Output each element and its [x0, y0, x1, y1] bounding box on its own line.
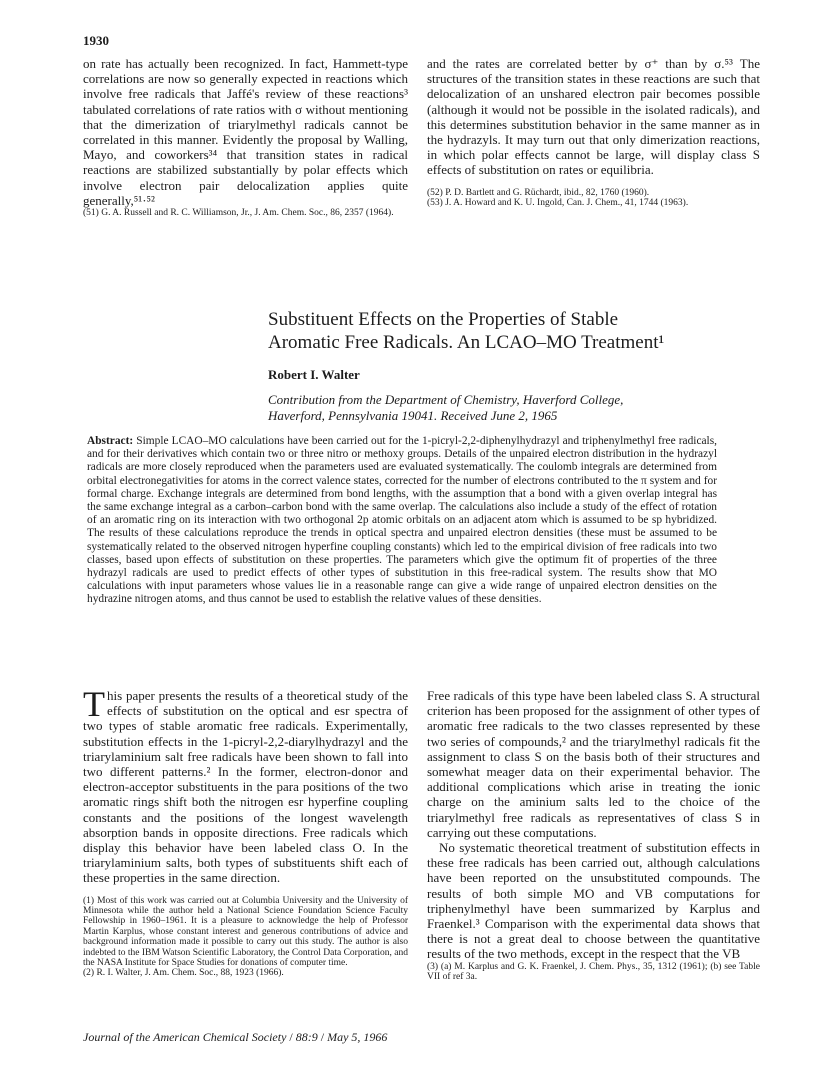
bottom-left-column: [83, 684, 408, 979]
footnote-3: (3) (a) M. Karplus and G. K. Fraenkel, J. Chem. Phys., 35, 1312 (1961); (b) see Table VII of ref 3a.: [427, 961, 760, 983]
page-number: 1930: [83, 33, 109, 48]
title-line-1: Substituent Effects on the Properties of Stable: [268, 309, 619, 330]
intro-paragraph: [83, 684, 408, 886]
journal-volume: 88:9: [295, 1030, 318, 1044]
body-paragraph-2: No systematic theoretical treatment of substitution effects in these free radicals has been carried out, although calculations have been reported on the unsubstituted compounds. The results of both simple MO and VB computations for triphenylmethyl have been summarized by Karplus and Fraenkel.³ Comparison with the experimental data shows that there is not a great deal to choose between the quantitative results of the two methods, except in the respect that the VB: [427, 840, 760, 962]
footnote-52: (52) P. D. Bartlett and G. Rüchardt, ibid., 82, 1760 (1960).: [427, 187, 650, 198]
author-name: Robert I. Walter: [268, 367, 360, 382]
top-right-footnotes: [427, 188, 760, 209]
affiliation: [268, 392, 738, 423]
abstract-text: Simple LCAO–MO calculations have been carried out for the 1-picryl-2,2-diphenylhydrazyl and triphenylmethyl free radicals, and for their derivatives which contain two or three nitro or methoxy groups. Details of the unpaired electron distribution in the hydrazyl radicals are more closely reproduced when the parameters used are evaluated systematically. The coulomb integrals are determined from orbital electronegativities for atoms in the correct valence states, corrected for the number of electrons contributed to the π system and for formal charge. Exchange integrals are determined from bond lengths, with the assumption that a bond with a given overlap integral has the same exchange integral as a carbon–carbon bond with the same overlap. The calculations also include a study of the effect of rotation of an aromatic ring on its interaction with two orthogonal 2p atomic orbitals on an adjacent atom which is assumed to be sp hybridized. The results of these calculations reproduce the trends in optical spectra and unpaired electron densities (these must be assumed to be systematically related to the observed nitrogen hyperfine coupling constants) which led to the empirical division of free radicals into two classes, based upon effects of substitution on these properties. The parameters which give the optimum fit of properties of the three hydrazyl radicals are used to predict effects of other types of substitution in this free-radical system. The results show that MO calculations with input parameters whose values lie in a reasonable range can give a wide range of unpaired electron densities on the hydrazine nitrogen atoms, and thus cannot be used to establish the relative values of these densities.: [87, 435, 717, 606]
footnote-53: (53) J. A. Howard and K. U. Ingold, Can. J. Chem., 41, 1744 (1963).: [427, 198, 689, 209]
affiliation-line-1: Contribution from the Department of Chemistry, Haverford College,: [268, 392, 624, 407]
bottom-right-column: [427, 688, 760, 982]
abstract-label: Abstract:: [87, 435, 134, 447]
separator: /: [289, 1030, 293, 1044]
top-right-text: and the rates are correlated better by σ⁺ than by σ.⁵³ The structures of the transition states in these reactions are such that delocalization of an unshared electron pair becomes possible (although it would not be possible in the isolated radicals), and this determines substitution behavior in the same manner as in the hydrazyls. It may turn out that only dimerization reactions, in which polar effects cannot be large, will display class S effects of substitution on rates or equilibria.: [427, 56, 760, 178]
intro-text: his paper presents the results of a theoretical study of the effects of substitution on the optical and esr spectra of two types of stable aromatic free radicals. Experimentally, substitution effects in the 1-picryl-2,2-diarylhydrazyl and the triarylaminium salt free radicals have been shown to fall into two different patterns.² In the former, electron-donor and electron-acceptor substituents in the para positions of the two aromatic rings shift both the nitrogen esr hyperfine coupling constants and the positions of the longest wavelength absorption bands in opposite directions. Free radicals which display this behavior have been labeled class O. In the triarylaminium salts, both types of substituents shift each of these properties in the same direction.: [83, 688, 408, 886]
body-paragraph-1: Free radicals of this type have been labeled class S. A structural criterion has been proposed for the assignment of other types of aromatic free radicals to the two classes represented by these two series of compounds,² and the triarylmethyl radicals fit the assignment to class S on the basis both of their structures and somewhat meager data on their experimental behavior. The additional complications which arise in treating the ionic charge on the aminium salts led to the choice of the triarylmethyl free radicals as representatives of class S in carrying out these computations.: [427, 688, 760, 840]
abstract: [87, 435, 717, 607]
footnote-51: (51) G. A. Russell and R. C. Williamson, Jr., J. Am. Chem. Soc., 86, 2357 (1964).: [83, 208, 394, 219]
drop-cap: T: [83, 684, 105, 724]
journal-date: May 5, 1966: [327, 1030, 388, 1044]
affiliation-line-2: Haverford, Pennsylvania 19041. Received June 2, 1965: [268, 407, 558, 423]
article-title: [268, 308, 748, 354]
separator: /: [320, 1030, 325, 1044]
journal-name: Journal of the American Chemical Society: [83, 1030, 287, 1044]
title-line-2: Aromatic Free Radicals. An LCAO–MO Treatment¹: [268, 332, 665, 353]
bottom-left-footnotes: [83, 896, 408, 979]
journal-footer: [83, 1030, 387, 1045]
top-left-text: on rate has actually been recognized. In fact, Hammett-type correlations are now so generally expected in reactions which involve free radicals that Jaffé's review of these reactions³ tabulated correlations of rate ratios with σ without mentioning that the dimerization of triarylmethyl radicals cannot be correlated in this manner. Evidently the proposal by Walling, Mayo, and coworkers³⁴ that transition states in radical reactions are stabilized substantially by polar effects which involve electron pair delocalization applies quite generally,⁵¹·⁵²: [83, 56, 408, 208]
footnote-1: (1) Most of this work was carried out at Columbia University and the University of Minnesota while the author held a National Science Foundation Science Faculty Fellowship in 1960–1961. It is a pleasure to acknowledge the help of Professor Martin Karplus, whose constant interest and generous contributions of advice and background information made it possible to carry out this study. The author is also indebted to the IBM Watson Scientific Laboratory, the Control Data Corporation, and the NASA Institute for Space Studies for donations of computer time.: [83, 895, 408, 969]
top-right-column: [427, 56, 760, 208]
top-left-column: [83, 56, 408, 218]
footnote-2: (2) R. I. Walter, J. Am. Chem. Soc., 88, 1923 (1966).: [83, 968, 284, 979]
